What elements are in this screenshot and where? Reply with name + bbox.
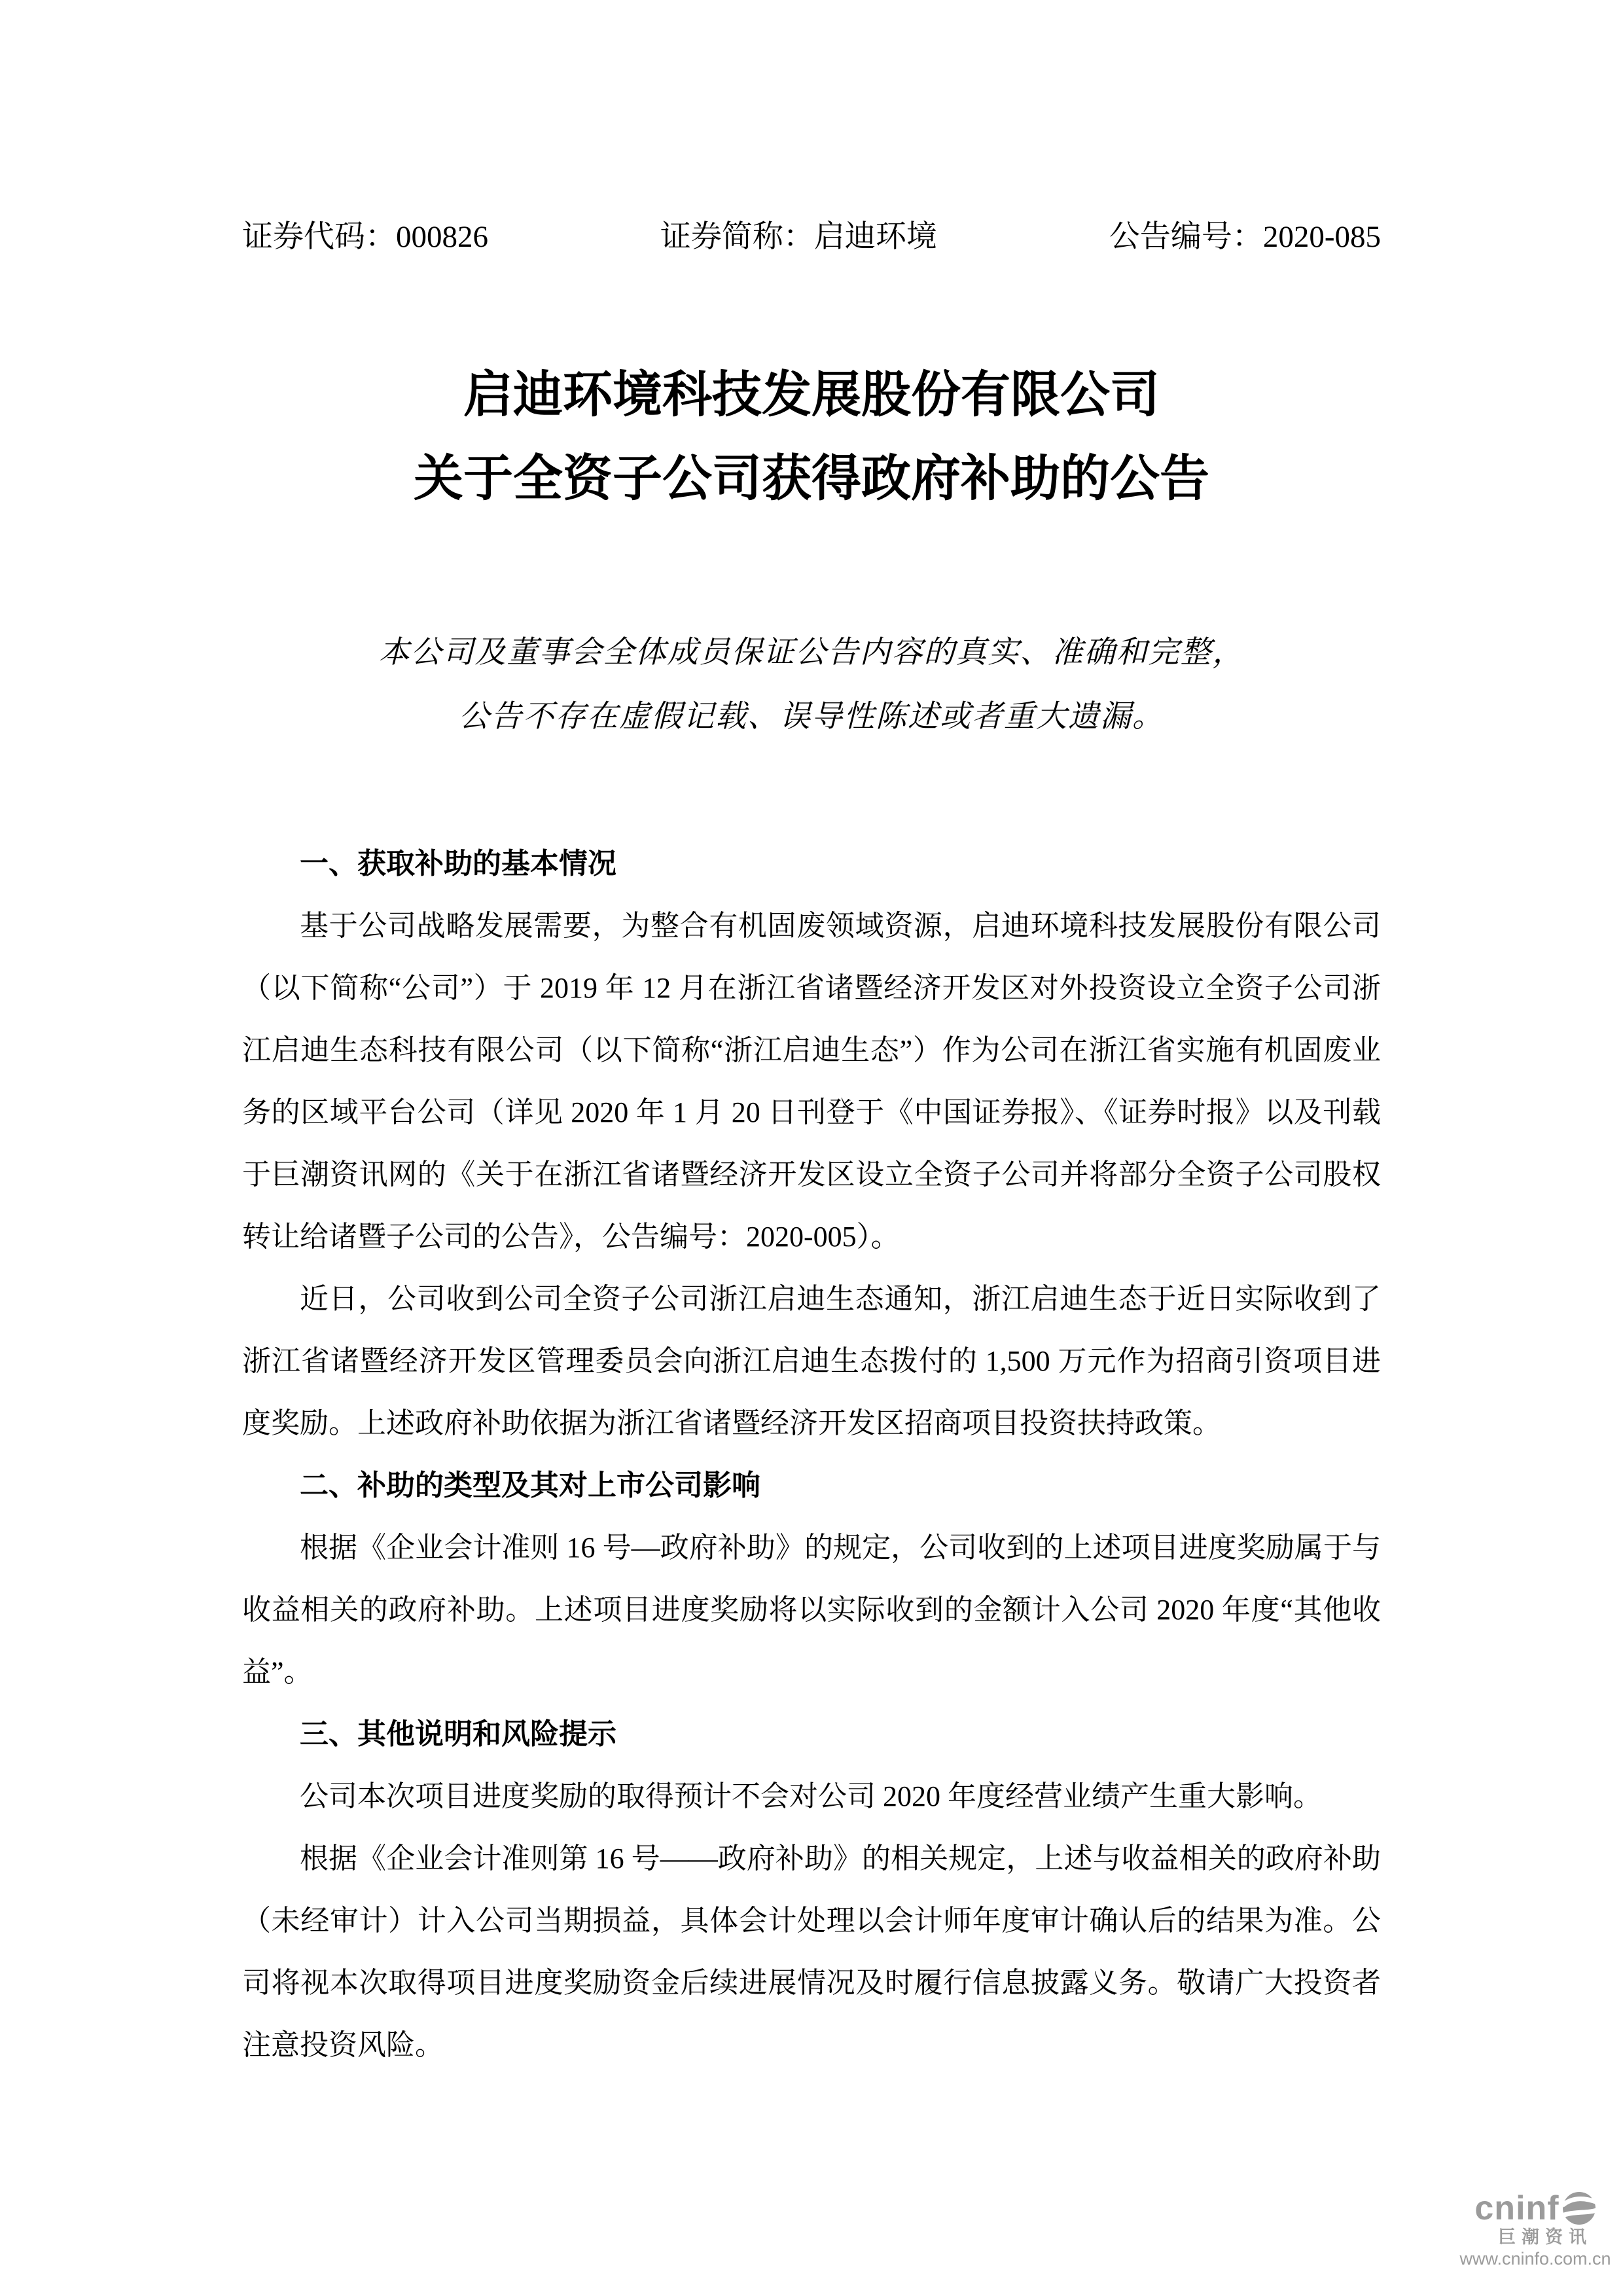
cninfo-watermark bbox=[1457, 2191, 1614, 2269]
disclaimer-line-1: 本公司及董事会全体成员保证公告内容的真实、准确和完整， bbox=[378, 636, 1245, 670]
section-2-paragraph-1: 根据《企业会计准则 16 号—政府补助》的规定，公司收到的上述项目进度奖励属于与收益相关的政府补助。上述项目进度奖励将以实际收到的金额计入公司 2020 年度“其他收益”。 bbox=[242, 1532, 1381, 1688]
document-title bbox=[242, 353, 1381, 521]
document-body bbox=[242, 833, 1381, 2076]
section-1-heading: 一、获取补助的基本情况 bbox=[300, 848, 616, 880]
cninfo-brand-text: cninf bbox=[1474, 2189, 1560, 2227]
stock-name: 证券简称：启迪环境 bbox=[660, 220, 937, 254]
section-1-paragraph-2: 近日，公司收到公司全资子公司浙江启迪生态通知，浙江启迪生态于近日实际收到了浙江省诸暨经济开发区管理委员会向浙江启迪生态拨付的 1,500 万元作为招商引资项目进度奖励。上述政府补助依据为浙江省诸暨经济开发区招商项目投资扶持政策。 bbox=[242, 1283, 1381, 1439]
announcement-number: 公告编号：2020-085 bbox=[1109, 220, 1381, 254]
stock-code: 证券代码：000826 bbox=[242, 220, 488, 254]
title-line-2: 关于全资子公司获得政府补助的公告 bbox=[414, 451, 1209, 507]
cninfo-brand-chinese: 巨潮资讯 bbox=[1498, 2227, 1592, 2247]
cninfo-url: www.cninfo.com.cn bbox=[1459, 2249, 1611, 2269]
board-disclaimer bbox=[242, 620, 1381, 749]
section-1-paragraph-1: 基于公司战略发展需要，为整合有机固废领域资源，启迪环境科技发展股份有限公司（以下简称“公司”）于 2019 年 12 月在浙江省诸暨经济开发区对外投资设立全资子公司浙江启迪生态科技有限公司（以下简称“浙江启迪生态”）作为公司在浙江省实施有机固废业务的区域平台公司（详见 2020 年 1 月 20 日刊登于《中国证券报》、《证券时报》以及刊载于巨潮资讯网的《关于在浙江省诸暨经济开发区设立全资子公司并将部分全资子公司股权转让给诸暨子公司的公告》，公告编号：2020-005）。 bbox=[242, 910, 1381, 1253]
cninfo-swirl-icon bbox=[1562, 2191, 1596, 2225]
section-3-paragraph-1: 公司本次项目进度奖励的取得预计不会对公司 2020 年度经营业绩产生重大影响。 bbox=[300, 1780, 1322, 1812]
title-line-1: 启迪环境科技发展股份有限公司 bbox=[463, 367, 1160, 423]
disclaimer-line-2: 公告不存在虚假记载、误导性陈述或者重大遗漏。 bbox=[459, 700, 1164, 734]
section-2-heading: 二、补助的类型及其对上市公司影响 bbox=[300, 1469, 760, 1501]
document-header bbox=[242, 217, 1381, 257]
cninfo-logo-row bbox=[1457, 2191, 1614, 2225]
section-3-heading: 三、其他说明和风险提示 bbox=[300, 1718, 616, 1750]
section-3-paragraph-2: 根据《企业会计准则第 16 号——政府补助》的相关规定，上述与收益相关的政府补助（未经审计）计入公司当期损益，具体会计处理以会计师年度审计确认后的结果为准。公司将视本次取得项目进度奖励资金后续进展情况及时履行信息披露义务。敬请广大投资者注意投资风险。 bbox=[242, 1842, 1381, 2061]
